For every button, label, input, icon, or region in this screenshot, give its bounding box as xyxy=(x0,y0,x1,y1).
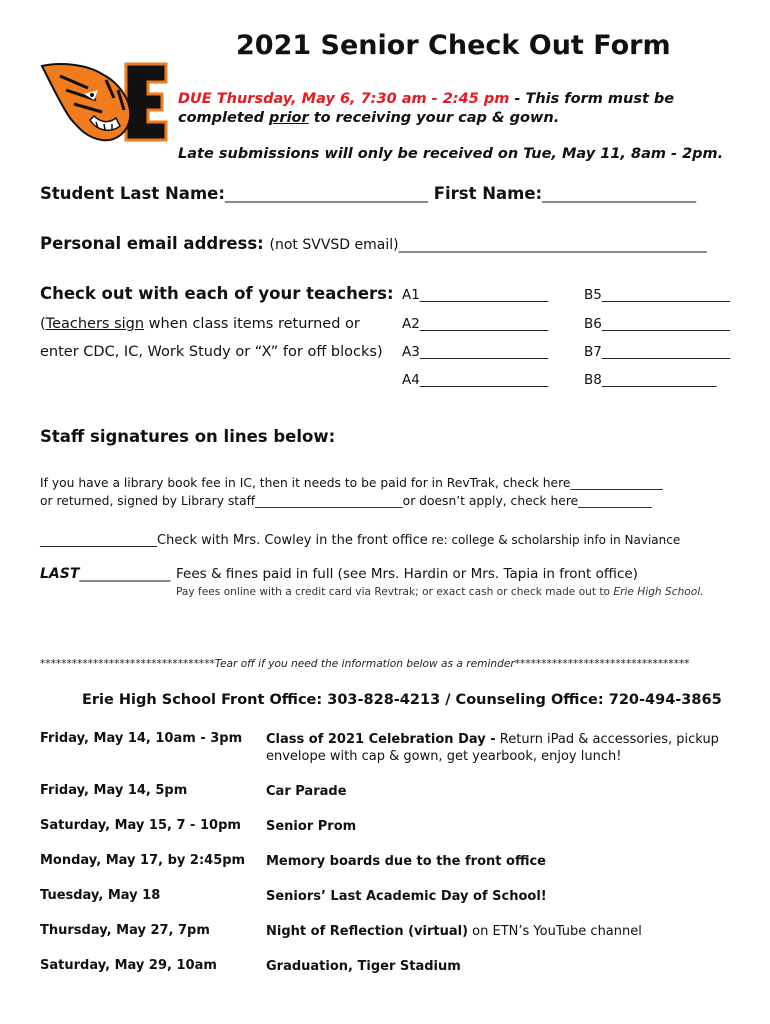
library-line2[interactable]: or returned, signed by Library staff________________________or doesn’t apply, check here____________ xyxy=(40,494,652,508)
block-a1-field[interactable]: A1___________________ xyxy=(402,287,549,303)
cowley-signature-field[interactable]: __________________ xyxy=(40,533,157,548)
schedule-event-detail: on ETN’s YouTube channel xyxy=(468,924,642,939)
email-note: (not SVVSD email) xyxy=(269,237,399,253)
block-a4-field[interactable]: A4___________________ xyxy=(402,372,549,388)
schedule-date: Tuesday, May 18 xyxy=(40,888,161,903)
email-row xyxy=(40,234,707,253)
library-line1[interactable]: If you have a library book fee in IC, then it needs to be paid for in RevTrak, check here_______________ xyxy=(40,476,663,490)
tear-off-stars-left: ********************************* xyxy=(40,658,215,670)
last-signature-field[interactable]: _____________ xyxy=(79,566,171,582)
schedule-date: Friday, May 14, 10am - 3pm xyxy=(40,731,243,746)
fees-note xyxy=(176,586,704,598)
schedule-event-title: Night of Reflection (virtual) xyxy=(266,924,469,939)
name-row xyxy=(40,184,696,203)
first-name-label: First Name: xyxy=(433,184,543,203)
schedule-event-title: Memory boards due to the front office xyxy=(266,854,546,869)
teachers-note-line1 xyxy=(40,316,360,332)
cowley-text: Check with Mrs. Cowley in the front office xyxy=(157,533,428,548)
last-label: LAST xyxy=(40,566,80,582)
paren-open: ( xyxy=(40,316,46,332)
email-label: Personal email address: xyxy=(40,234,264,253)
schedule-date: Friday, May 14, 5pm xyxy=(40,783,188,798)
schedule-date: Thursday, May 27, 7pm xyxy=(40,923,210,938)
schedule-date: Monday, May 17, by 2:45pm xyxy=(40,853,246,868)
first-name-field[interactable]: ______________________ xyxy=(542,187,697,203)
schedule-event-title: Senior Prom xyxy=(266,819,357,834)
schedule-event-title: Seniors’ Last Academic Day of School! xyxy=(266,889,547,904)
schedule-date: Saturday, May 15, 7 - 10pm xyxy=(40,818,241,833)
due-notice xyxy=(178,90,674,128)
page-title: 2021 Senior Check Out Form xyxy=(236,30,671,61)
schedule-event-detail-2: envelope with cap & gown, get yearbook, enjoy lunch! xyxy=(266,749,622,764)
teachers-note-rest: when class items returned or xyxy=(144,316,360,332)
last-name-label: Student Last Name: xyxy=(40,184,225,203)
last-row xyxy=(40,566,170,582)
fees-note-school: Erie High School. xyxy=(613,586,704,598)
tear-off-text: Tear off if you need the information below as a reminder xyxy=(214,658,515,670)
due-line2-start: completed xyxy=(178,110,270,126)
tear-off-line xyxy=(40,658,690,670)
schedule-event xyxy=(266,731,719,765)
due-date: DUE Thursday, May 6, 7:30 am - 2:45 pm xyxy=(178,91,510,107)
email-field[interactable]: ____________________________________________ xyxy=(398,237,707,253)
tear-off-stars-right: ********************************* xyxy=(514,658,690,670)
last-name-field[interactable]: _____________________________ xyxy=(224,187,428,203)
staff-heading: Staff signatures on lines below: xyxy=(40,427,336,446)
schedule-event-detail: Return iPad & accessories, pickup xyxy=(495,732,719,747)
block-b8-field[interactable]: B8_________________ xyxy=(584,372,717,388)
prior-emphasis: prior xyxy=(269,110,309,126)
due-requirement: - This form must be xyxy=(509,91,675,107)
block-b6-field[interactable]: B6___________________ xyxy=(584,316,731,332)
schedule-date: Saturday, May 29, 10am xyxy=(40,958,217,973)
block-b7-field[interactable]: B7___________________ xyxy=(584,344,731,360)
teachers-heading: Check out with each of your teachers: xyxy=(40,284,394,303)
schedule-event-title: Class of 2021 Celebration Day - xyxy=(266,732,496,747)
block-a3-field[interactable]: A3___________________ xyxy=(402,344,549,360)
block-a2-field[interactable]: A2___________________ xyxy=(402,316,549,332)
schedule-event-title: Car Parade xyxy=(266,784,347,799)
teachers-sign-emphasis: Teachers sign xyxy=(45,316,145,332)
contact-line: Erie High School Front Office: 303-828-4213 / Counseling Office: 720-494-3865 xyxy=(82,692,722,708)
schedule-event-title: Graduation, Tiger Stadium xyxy=(266,959,461,974)
teachers-note-line2: enter CDC, IC, Work Study or “X” for off blocks) xyxy=(40,344,383,360)
schedule-event xyxy=(266,923,642,940)
tiger-e-logo-icon xyxy=(40,60,168,144)
due-line2-end: to receiving your cap & gown. xyxy=(308,110,560,126)
fees-text: Fees & fines paid in full (see Mrs. Hardin or Mrs. Tapia in front office) xyxy=(176,566,638,582)
cowley-detail: re: college & scholarship info in Naviance xyxy=(427,533,681,547)
block-b5-field[interactable]: B5___________________ xyxy=(584,287,731,303)
late-submission-notice: Late submissions will only be received on Tue, May 11, 8am - 2pm. xyxy=(178,146,724,162)
fees-note-text: Pay fees online with a credit card via Revtrak; or exact cash or check made out to xyxy=(176,586,614,598)
cowley-row xyxy=(40,533,680,548)
